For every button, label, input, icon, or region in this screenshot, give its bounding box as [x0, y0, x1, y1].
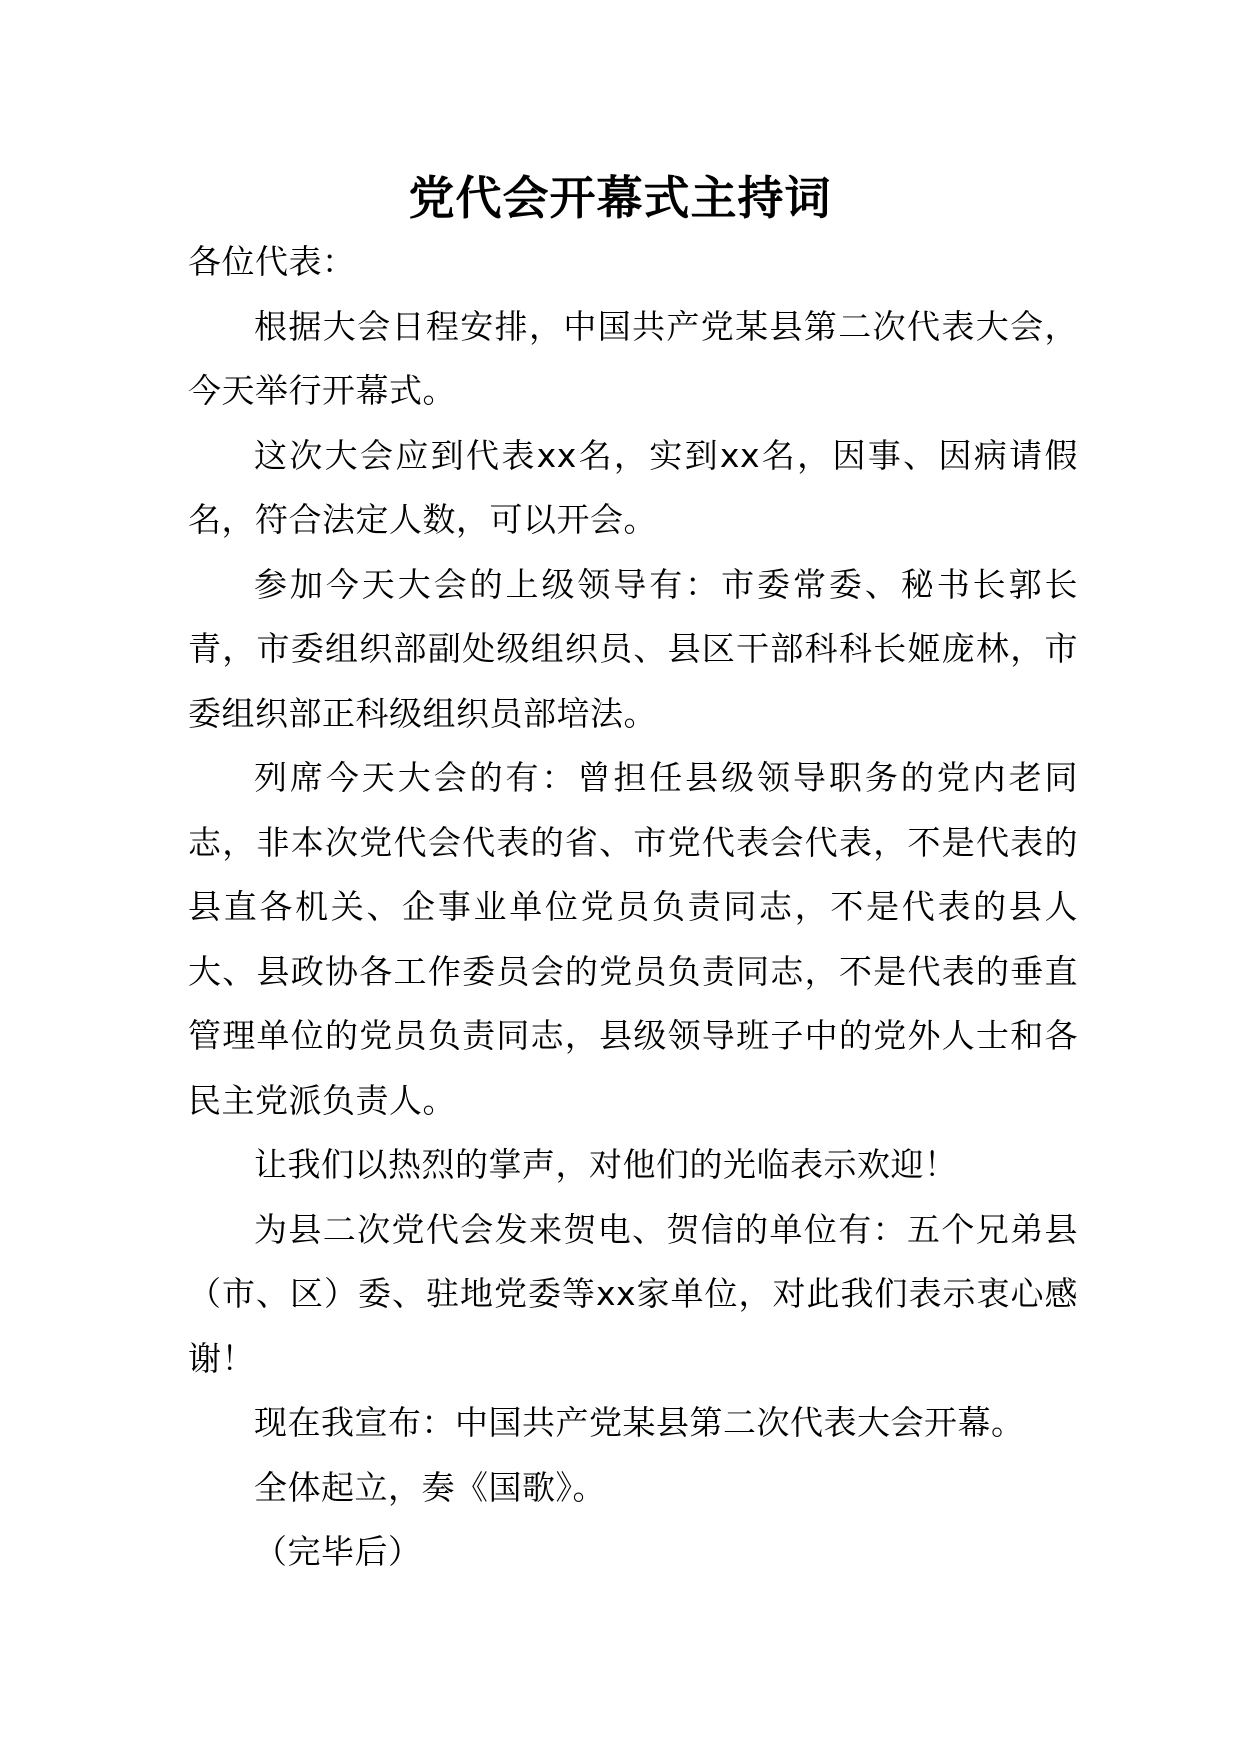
paragraph-after: （完毕后） — [254, 1532, 422, 1571]
paragraph-attendance: 这次大会应到代表xx名，实到xx名，因事、因病请假名，符合法定人数，可以开会。 — [188, 435, 1078, 539]
paragraph-opening: 现在我宣布：中国共产党某县第二次代表大会开幕。 — [254, 1403, 1025, 1442]
salutation: 各位代表： — [188, 242, 356, 281]
paragraph-schedule: 根据大会日程安排，中国共产党某县第二次代表大会，今天举行开幕式。 — [188, 306, 1078, 410]
document-title: 党代会开幕式主持词 — [408, 171, 832, 225]
paragraph-welcome: 让我们以热烈的掌声，对他们的光临表示欢迎！ — [254, 1145, 958, 1184]
paragraph-leaders: 参加今天大会的上级领导有：市委常委、秘书长郭长青，市委组织部副处级组织员、县区干部科科长姬庞林，市委组织部正科级组织员部培法。 — [188, 564, 1078, 733]
document-body — [188, 230, 1078, 1585]
paragraph-observers: 列席今天大会的有：曾担任县级领导职务的党内老同志，非本次党代会代表的省、市党代表会代表，不是代表的县直各机关、企事业单位党员负责同志，不是代表的县人大、县政协各工作委员会的党员负责同志，不是代表的垂直管理单位的党员负责同志，县级领导班子中的党外人士和各民主党派负责人。 — [188, 758, 1078, 1120]
paragraph-congratulations: 为县二次党代会发来贺电、贺信的单位有：五个兄弟县（市、区）委、驻地党委等xx家单位，对此我们表示衷心感谢！ — [188, 1209, 1078, 1378]
paragraph-anthem: 全体起立，奏《国歌》。 — [254, 1467, 606, 1507]
